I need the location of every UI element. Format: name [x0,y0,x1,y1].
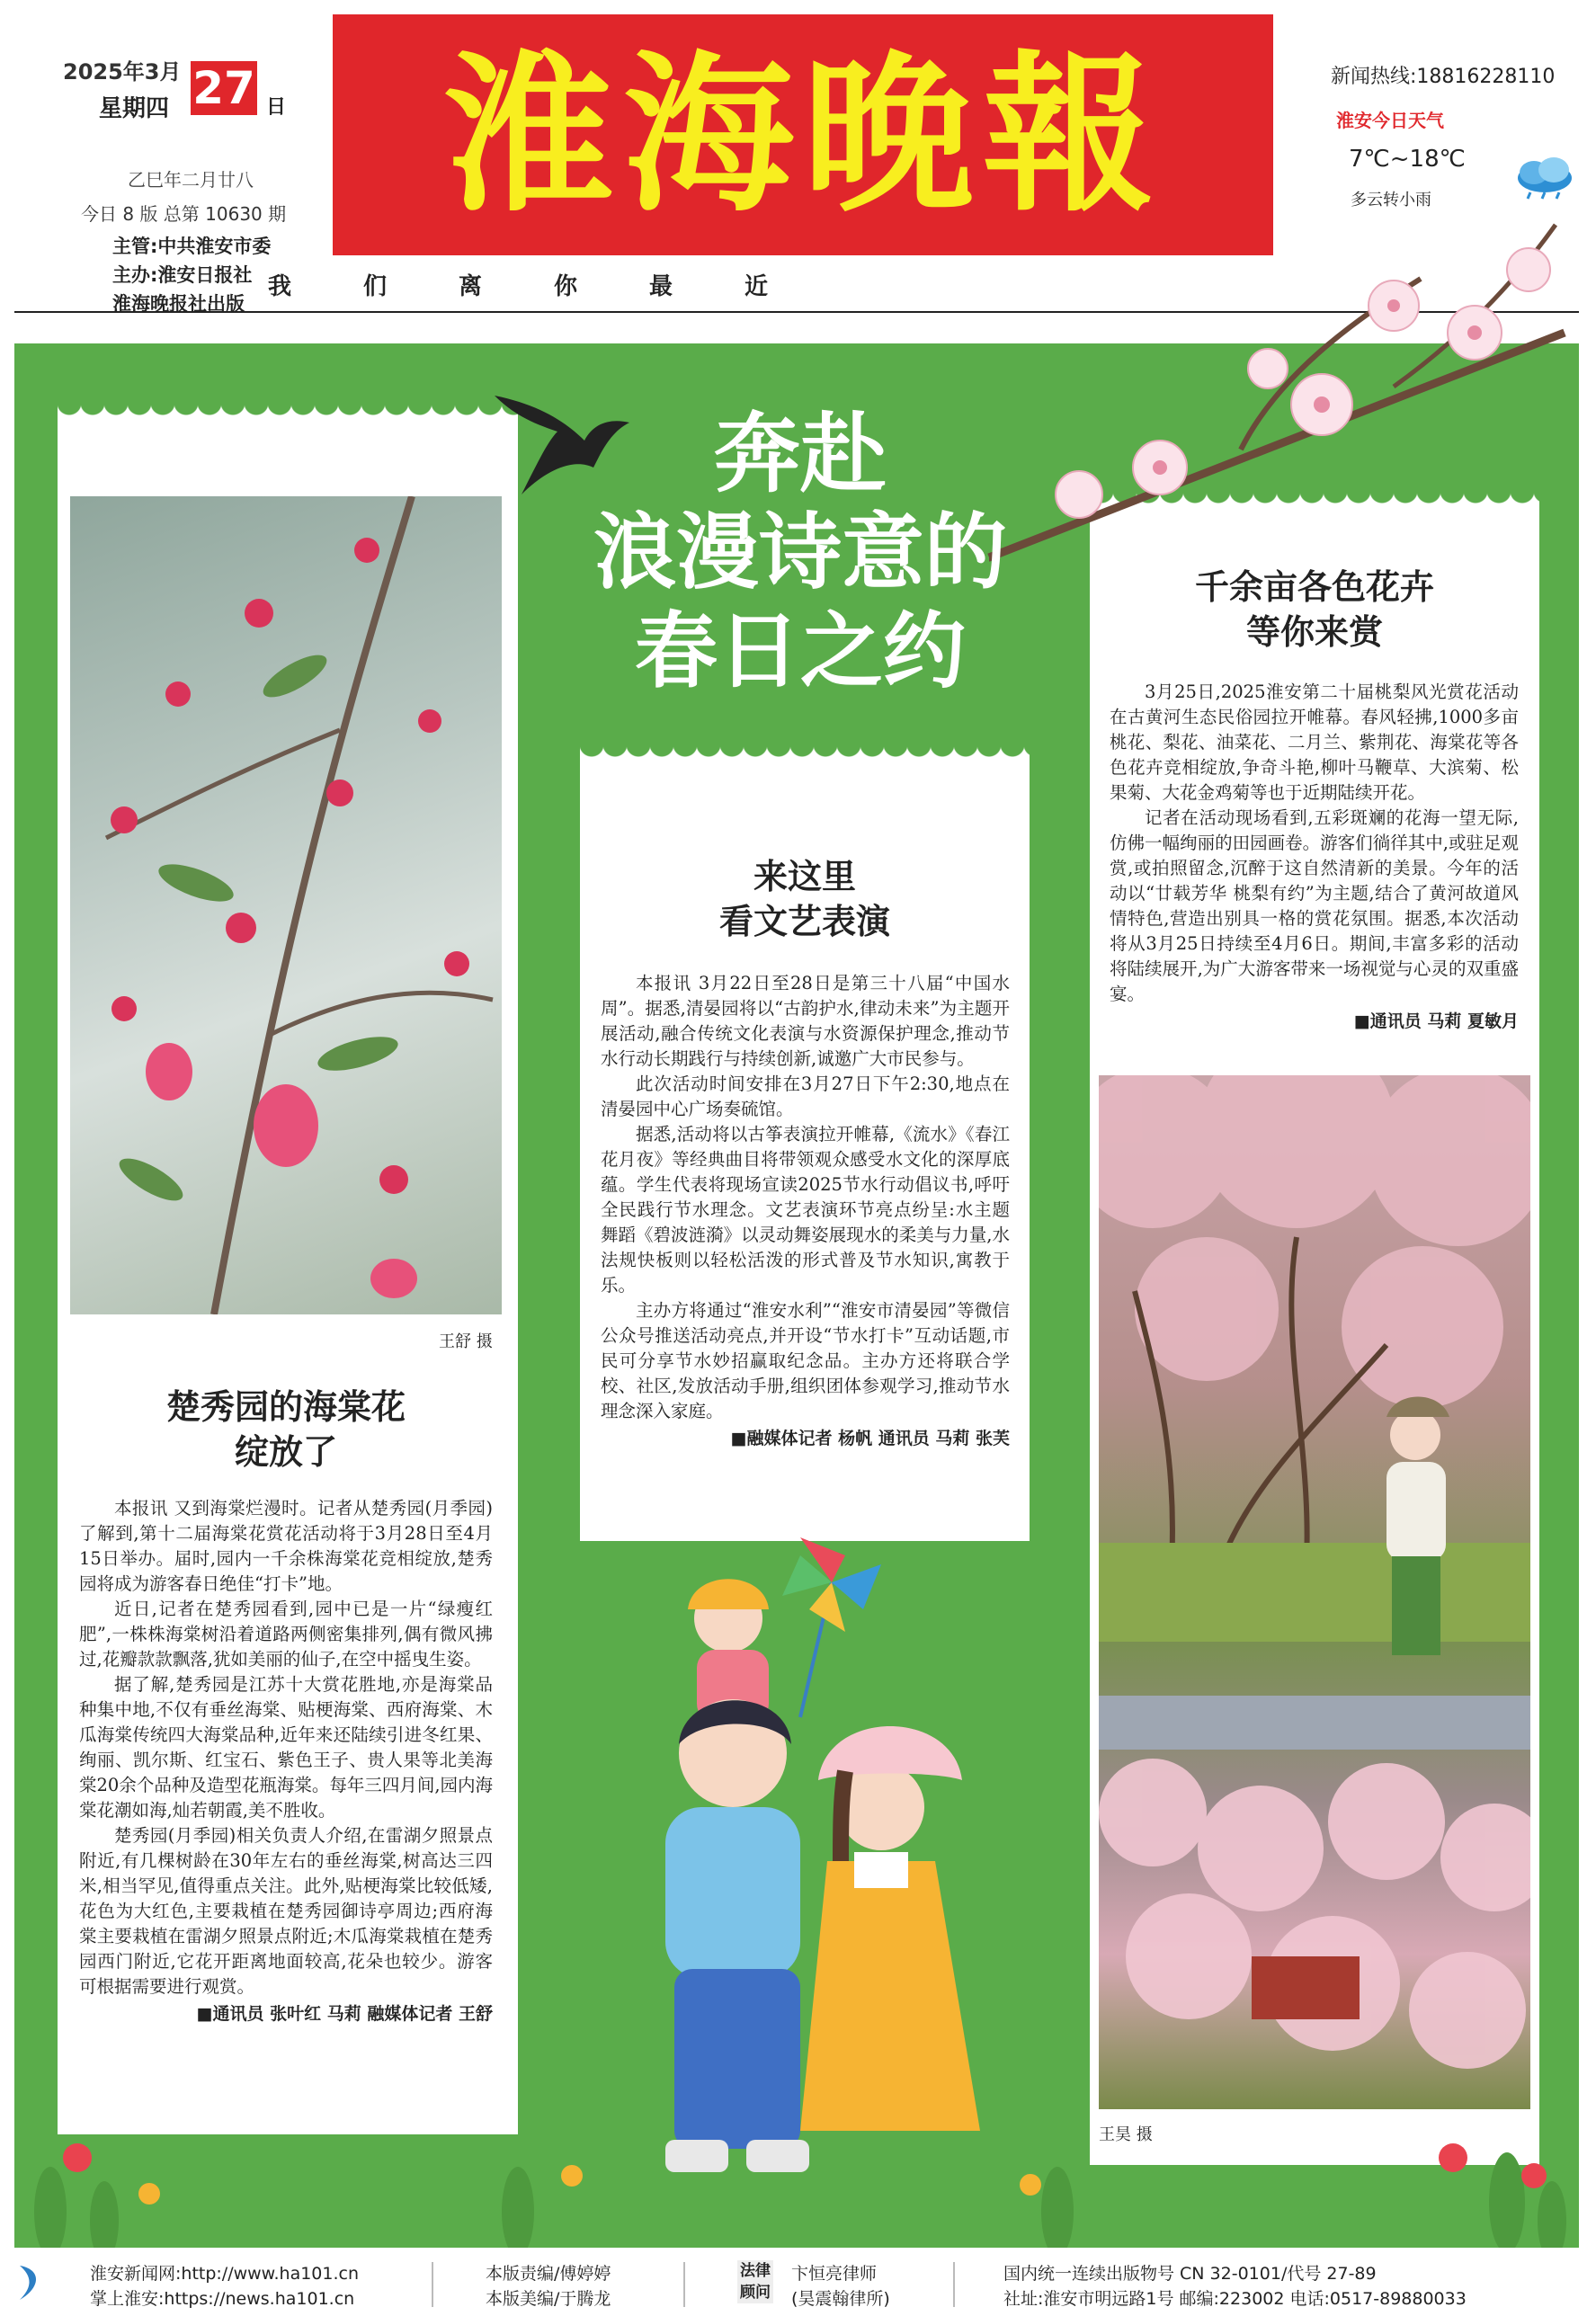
article-title-line: 等你来赏 [1245,612,1383,652]
day-suffix: 日 [266,96,287,119]
article-paragraph: 近日,记者在楚秀园看到,园中已是一片“绿瘦红肥”,一株株海棠树沿着道路两侧密集排列,偶有微风拂过,花瓣款款飘落,犹如美丽的仙子,在空中摇曳生姿。 [79,1599,493,1670]
article-paragraph: 主办方将通过“淮安水利”“淮安市清晏园”等微信公众号推送活动亮点,并开设“节水打卡”互动话题,市民可分享节水妙招赢取纪念品。主办方还将联合学校、社区,发放活动手册,组织团体参观学习,推动节水理念深入家庭。 [601,1300,1010,1421]
blossom-branch-decoration [971,198,1583,575]
footer-law-firm: (昊震翰律所) [791,2289,890,2309]
article-title-line: 千余亩各色花卉 [1194,567,1434,607]
orchard-illustration [1099,1075,1530,2109]
footer-address: 社址:淮安市明远路1号 邮编:223002 电话:0517-89880033 [1003,2289,1467,2309]
article-byline: ■通讯员 张叶红 马莉 融媒体记者 王舒 [196,2004,493,2024]
article-paragraph: 本报讯 又到海棠烂漫时。记者从楚秀园(月季园)了解到,第十二届海棠花赏花活动将于3月28日至4月15日举办。届时,园内一千余株海棠花竞相绽放,楚秀园将成为游客春日绝佳“打卡”地。 [79,1498,493,1594]
feature-headline [539,405,1061,701]
article-title-line: 绽放了 [234,1432,337,1472]
slogan: 我们离你最近 [267,273,840,300]
footer-divider [432,2262,433,2307]
article-body [79,1496,493,2026]
scallop-edge [580,744,1030,768]
article-title [70,1385,502,1474]
article-byline: ■通讯员 马莉 夏敏月 [1353,1011,1519,1031]
article-body [601,971,1010,1451]
year-month: 2025年3月 [63,59,182,85]
org-supervisor: 主管:中共淮安市委 [112,236,272,257]
footer-lawyer: 卞恒亮律师 [791,2264,878,2284]
article-title [589,854,1021,944]
article-paragraph: 3月25日,2025淮安第二十届桃梨风光赏花活动在古黄河生态民俗园拉开帷幕。春风轻拂,1000多亩桃花、梨花、油菜花、二月兰、紫荆花、海棠花等各色花卉竞相绽放,争奇斗艳,柳叶马鞭草、大滨菊、松果菊、大花金鸡菊等也于近期陆续开花。 [1110,681,1519,803]
lunar-date: 乙巳年二月廿八 [128,169,254,191]
footer-divider [953,2262,955,2307]
headline-line-3: 春日之约 [634,603,966,699]
footer-editor-2: 本版美编/于腾龙 [486,2289,611,2309]
page-footer [0,2253,1596,2316]
article-paragraph: 楚秀园(月季园)相关负责人介绍,在雷湖夕照景点附近,有几棵树龄在30年左右的垂丝海棠,树高达三四米,相当罕见,值得重点关注。此外,贴梗海棠比较低矮,花色为大红色,主要栽植在楚秀园御诗亭周边;西府海棠主要栽植在雷湖夕照景点附近;木瓜海棠栽植在楚秀园西门附近,它花开距离地面较高,花朵也较少。游客可根据需要进行观赏。 [79,1825,493,1997]
family-illustration [575,1483,1043,2203]
article-paragraph: 本报讯 3月22日至28日是第三十八届“中国水周”。据悉,清晏园将以“古韵护水,律动未来”为主题开展活动,融合传统文化表演与水资源保护理念,推动节水行动长期践行与持续创新,诚邀广大市民参与。 [601,973,1010,1069]
weather-title: 淮安今日天气 [1336,110,1444,131]
article-paragraph: 此次活动时间安排在3月27日下午2:30,地点在清晏园中心广场奏硫馆。 [601,1073,1010,1119]
pinwheel-icon [782,1537,881,1717]
footer-editor-1: 本版责编/傅婷婷 [486,2264,611,2284]
article-title-line: 楚秀园的海棠花 [165,1387,406,1427]
newspaper-title: 淮海晚報 [442,34,1163,235]
article-byline: ■融媒体记者 杨帆 通讯员 马莉 张芙 [730,1429,1010,1448]
article-title-line: 来这里 [753,857,856,896]
footer-site-1: 淮安新闻网:http://www.ha101.cn [90,2264,359,2284]
news-hotline: 新闻热线:18816228110 [1331,66,1556,88]
article-paragraph: 据了解,楚秀园是江苏十大赏花胜地,亦是海棠品种集中地,不仅有垂丝海棠、贴梗海棠、西府海棠、木瓜海棠传统四大海棠品种,近年来还陆续引进冬红果、绚丽、凯尔斯、红宝石、紫色王子、贵人果等北美海棠20余个品种及造型花瓶海棠。每年三四月间,园内海棠花潮如海,灿若朝霞,美不胜收。 [79,1674,494,1821]
date-block [63,54,333,315]
day-number: 27 [191,61,257,115]
issue-info: 今日 8 版 总第 10630 期 [81,203,287,225]
article-title-line: 看文艺表演 [718,902,890,941]
article-paragraph: 记者在活动现场看到,五彩斑斓的花海一望无际,仿佛一幅绚丽的田园画卷。游客们徜徉其中,或驻足观赏,或拍照留念,沉醉于这自然清新的美景。今年的活动以“廿载芳华 桃梨有约”为主题,结合了黄河故道风情特色,营造出别具一格的赏花氛围。据悉,本次活动将从3月25日持续至4月6日。期间,丰富多彩的活动将陆续展开,为广大游客带来一场视觉与心灵的双重盛宴。 [1110,807,1519,1004]
weekday: 星期四 [99,95,170,122]
footer-divider [683,2262,685,2307]
article-body [1110,680,1519,1034]
footer-site-2: 掌上淮安:https://news.ha101.cn [90,2289,355,2309]
photo-credit: 王舒 摄 [439,1332,493,1351]
rain-cloud-icon [1511,155,1579,200]
orchard-photo [1099,1075,1530,2109]
weather-temperature: 7℃~18℃ [1349,146,1466,173]
headline-line-2: 浪漫诗意的 [593,504,1007,601]
footer-publication-number: 国内统一连续出版物号 CN 32-0101/代号 27-89 [1003,2264,1377,2284]
headline-line-1: 奔赴 [714,404,887,504]
footer-legal-label: 法律顾问 [737,2260,773,2303]
org-publisher: 淮海晚报社出版 [112,293,245,315]
crabapple-photo [70,496,502,1314]
article-title [1099,565,1530,655]
logo-icon [14,2260,47,2305]
weather-description: 多云转小雨 [1351,191,1431,209]
photo-credit: 王昊 摄 [1099,2125,1153,2144]
scallop-edge [58,403,518,426]
crabapple-blossom-illustration [70,496,502,1314]
article-paragraph: 据悉,活动将以古筝表演拉开帷幕,《流水》《春江花月夜》等经典曲目将带领观众感受水文化的深厚底蕴。学生代表将现场宣读2025节水行动倡议书,呼吁全民践行节水理念。文艺表演环节亮点纷呈:水主题舞蹈《碧波涟漪》以灵动舞姿展现水的柔美与力量,水法规快板则以轻松活泼的形式普及节水知识,寓教于乐。 [601,1124,1010,1296]
flower-border-decoration [14,2122,1579,2248]
org-sponsor: 主办:淮安日报社 [112,264,253,286]
